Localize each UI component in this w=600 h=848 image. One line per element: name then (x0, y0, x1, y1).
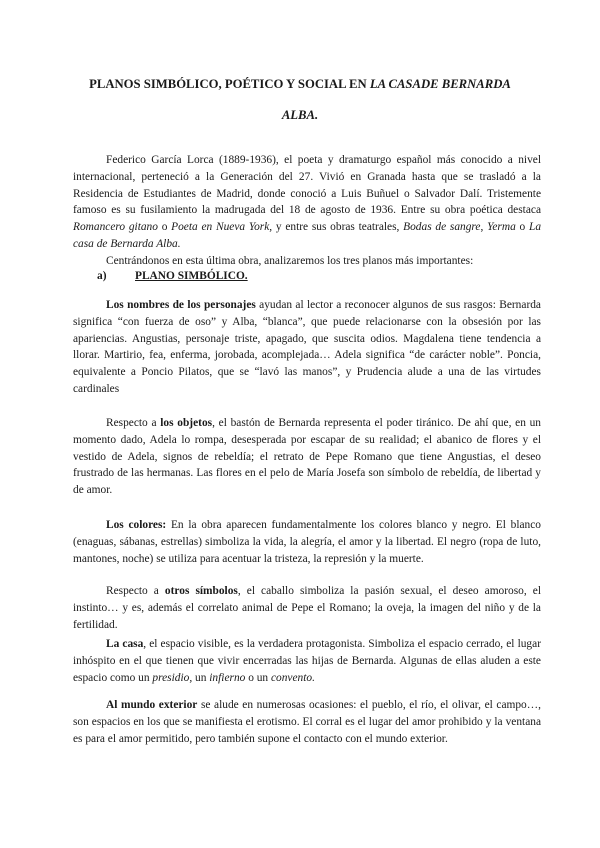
section-label: PLANO SIMBÓLICO. (135, 270, 248, 282)
exterior-heading: Al mundo exterior (106, 699, 198, 711)
casa-infierno: infierno (209, 671, 246, 684)
section-letter: a) (97, 270, 107, 282)
intro-connector: o (515, 221, 529, 234)
nombres-heading: Los nombres de los personajes (106, 299, 256, 311)
paragraph-nombres (73, 297, 541, 398)
title-italic-line2: ALBA. (281, 108, 319, 122)
title-italic-line1: LA CASADE BERNARDA (369, 77, 511, 91)
colores-heading: Los colores: (106, 519, 167, 531)
casa-connector: un (192, 671, 210, 684)
work-yerma: Yerma (487, 221, 516, 234)
intro-text: Federico García Lorca (1889-1936), el poeta y dramaturgo español más conocido a nivel internacional, perteneció a la Generación del 27. Vivió en Granada hasta que se trasladó a la Residencia de Estudiantes de Madrid, donde conoció a Luis Buñuel o Salvador Dalí. Tristemente famoso es su fusilamiento la madrugada del 18 de agosto de 1936. Entre su obra poética destaca (73, 154, 541, 217)
casa-convento: convento. (270, 671, 315, 684)
paragraph-casa (73, 636, 541, 686)
work-casa-bernarda-alba: La casa de Bernarda Alba. (73, 221, 542, 250)
paragraph-colores (73, 517, 541, 567)
exterior-text: se alude en numerosas ocasiones: el pueblo, el río, el olivar, el campo…, son espacios en los que se manifiesta el erotismo. El corral es el lugar del amor prohibido y la ventana es para el amor permitido, pero también supone el contacto con el mundo exterior. (73, 699, 541, 745)
work-poeta-nueva-york: Poeta en Nueva York, (171, 221, 273, 234)
objetos-text: , el bastón de Bernarda representa el poder tiránico. De ahí que, en un momento dado, Adela lo rompa, desesperada por escapar de su realidad; el abanico de flores y el vestido de Adela, signos de rebeldía; el retrato de Pepe Romano que tiene Angustias, el deseo frustrado de las hermanas. Las flores en el pelo de María Josefa son símbolo de rebeldía, de libertad y de amor. (73, 417, 541, 497)
section-heading-a (97, 270, 248, 282)
otros-text: , el caballo simboliza la pasión sexual, el deseo amoroso, el instinto… y es, además el correlato animal de Pepe el Romano; la oveja, la imagen del niño y de la fertilidad. (73, 585, 541, 631)
intro-paragraph (73, 152, 541, 253)
intro-connector: , (480, 221, 488, 234)
work-romancero: Romancero gitano (73, 221, 158, 234)
intro-connector: y entre sus obras teatrales, (272, 221, 404, 234)
casa-presidio: presidio, (152, 671, 193, 684)
intro-connector: o (157, 221, 172, 234)
work-bodas-de-sangre: Bodas de sangre (403, 221, 481, 234)
casa-text: , el espacio visible, es la verdadera protagonista. Simboliza el espacio cerrado, el lugar inhóspito en el que tienen que vivir encerradas las hijas de Bernarda. Algunas de ellas aluden a este espacio como un (73, 638, 541, 684)
casa-heading: La casa (106, 638, 144, 650)
colores-text: En la obra aparecen fundamentalmente los colores blanco y negro. El blanco (enaguas, sábanas, estrellas) simboliza la vida, la alegría, el amor y la libertad. El negro (ropa de luto, mantones, noche) se utiliza para acentuar la tristeza, la represión y la muerte. (73, 519, 541, 565)
title-prefix: PLANOS SIMBÓLICO, POÉTICO Y SOCIAL EN (89, 77, 370, 91)
paragraph-exterior (73, 697, 541, 747)
analysis-intro: Centrándonos en esta última obra, analizaremos los tres planos más importantes: (106, 255, 474, 267)
paragraph-objetos (73, 415, 541, 499)
otros-heading: otros símbolos (164, 585, 238, 597)
page-title (52, 69, 548, 131)
casa-connector: o un (245, 671, 271, 684)
objetos-lead: Respecto a (106, 417, 161, 429)
nombres-text: ayudan al lector a reconocer algunos de sus rasgos: Bernarda significa “con fuerza de oso” y Alba, “blanca”, que puede relacionarse con la obsesión por las apariencias. Angustias, personaje triste, apagado, que suscita odios. Magdalena tiene tendencia a llorar. Martirio, fea, enferma, jorobada, acomplejada… Adela significa “de carácter noble”. Poncia, equivalente a Poncio Pilatos, que se “lavó las manos”, y Prudencia alude a una de las virtudes cardinales (73, 299, 541, 395)
objetos-heading: los objetos (160, 417, 213, 429)
otros-lead: Respecto a (106, 585, 165, 597)
paragraph-otros (73, 583, 541, 633)
